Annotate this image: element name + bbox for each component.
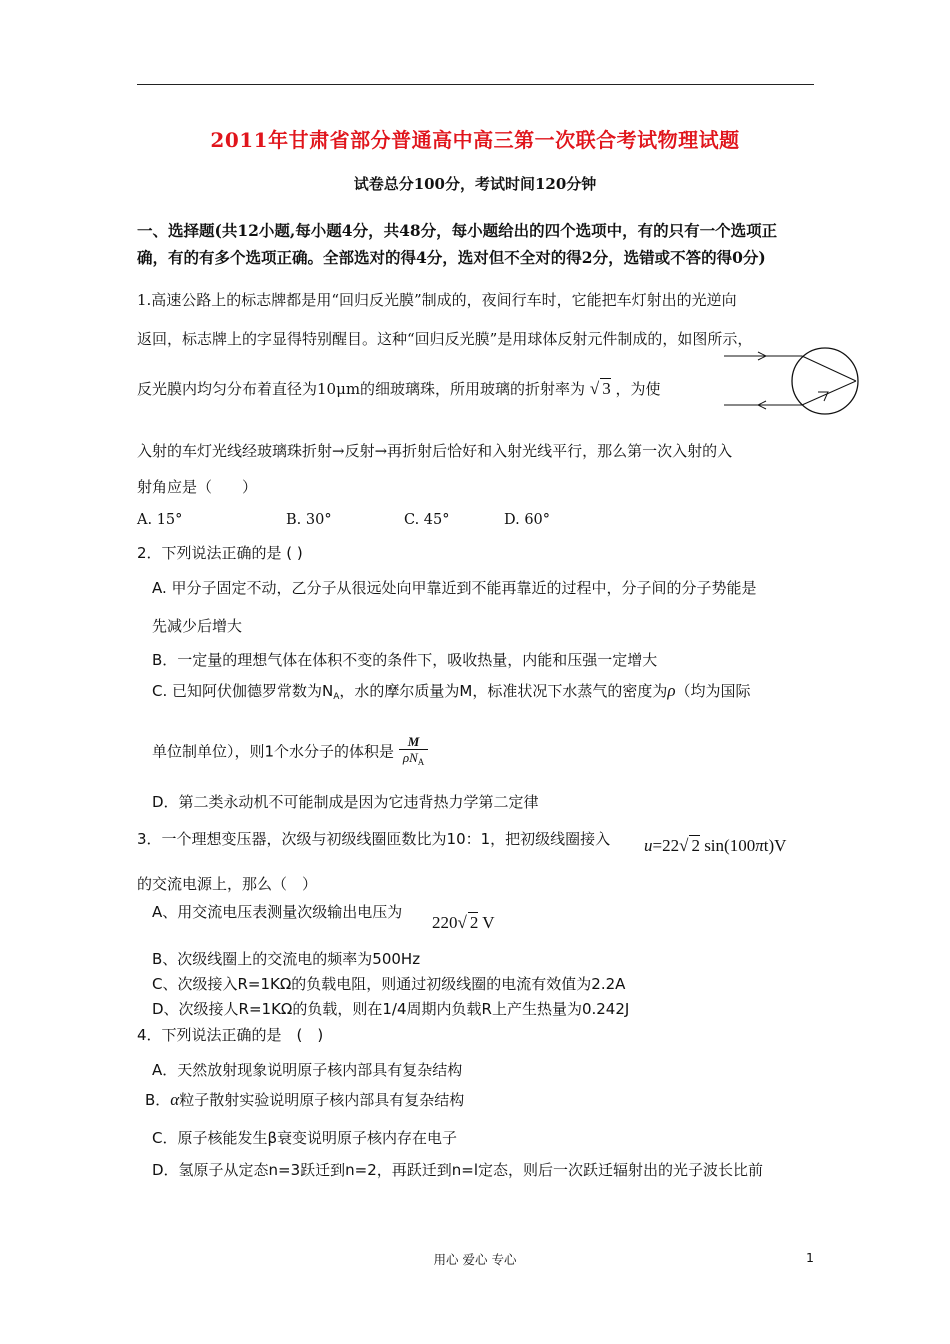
q3-stem-line-1: 3．一个理想变压器，次级与初级线圈匝数比为10：1，把初级线圈接入 (137, 830, 611, 848)
q1-line-1: 1.高速公路上的标志牌都是用“回归反光膜”制成的，夜间行车时，它能把车灯射出的光逆向 (137, 291, 737, 309)
secondary-voltage-radicand: 2 (469, 913, 479, 932)
q1-option-c: C. 45° (404, 512, 450, 528)
glass-bead-diagram (720, 343, 862, 418)
sqrt-radicand: 3 (602, 379, 611, 398)
voltage-symbol: u (644, 836, 653, 855)
glass-bead-circle (792, 348, 858, 414)
q3-stem-line-2: 的交流电源上，那么（ ） (137, 875, 318, 893)
q2-c-text-4: 单位制单位），则1个水分子的体积是 (152, 742, 395, 761)
q1-option-d: D. 60° (504, 512, 551, 528)
page-number: 1 (806, 1250, 814, 1265)
q3-option-b: B、次级线圈上的交流电的频率为500Hz (152, 950, 421, 968)
fraction-denominator (399, 750, 428, 770)
q3-option-c: C、次级接入R=1KΩ的负载电阻，则通过初级线圈的电流有效值为2.2A (152, 975, 626, 993)
q4-b-label: B． (145, 1091, 171, 1109)
exam-title: 2011年甘肃省部分普通高中高三第一次联合考试物理试题 (210, 128, 740, 152)
q3-option-d: D、次级接人R=1KΩ的负载，则在1/4周期内负载R上产生热量为0.242J (152, 1000, 630, 1018)
q2-c-text-1: C. 已知阿伏伽德罗常数为N (152, 682, 334, 700)
q2-option-b: B．一定量的理想气体在体积不变的条件下，吸收热量，内能和压强一定增大 (152, 651, 658, 669)
q1-line-3-end: ，为使 (615, 380, 661, 398)
exam-subtitle: 试卷总分100分，考试时间120分钟 (353, 175, 597, 193)
q4-option-b (145, 1089, 464, 1110)
fraction-numerator: M (399, 734, 428, 750)
molecule-volume-fraction (399, 734, 428, 770)
q1-line-2: 返回，标志牌上的字显得特别醒目。这种“回归反光膜”是用球体反射元件制成的，如图所示， (137, 330, 753, 348)
voltage-radicand: 2 (691, 836, 700, 855)
pi-symbol: π (755, 836, 764, 855)
q1-line-3-text: 反光膜内均匀分布着直径为10μm的细玻璃珠，所用玻璃的折射率为 (137, 380, 586, 398)
refracted-ray (802, 356, 856, 381)
q2-option-a-line-1: A. 甲分子固定不动，乙分子从很远处向甲靠近到不能再靠近的过程中，分子间的分子势能是 (152, 579, 757, 597)
q4-stem: 4．下列说法正确的是 ( ) (137, 1026, 324, 1044)
q1-line-5: 射角应是（ ） (137, 478, 258, 496)
q2-option-a-line-2: 先减少后增大 (152, 617, 243, 635)
section-1-heading-line-1: 一、选择题(共12小题,每小题4分，共48分，每小题给出的四个选项中，有的只有一个选项正 (137, 221, 778, 240)
fraction-denominator-subscript: A (417, 757, 425, 767)
q1-line-4: 入射的车灯光线经玻璃珠折射→反射→再折射后恰好和入射光线平行，那么第一次入射的入 (137, 442, 733, 460)
q2-c-text-2: ，水的摩尔质量为M，标准状况下水蒸气的密度为 (339, 682, 668, 700)
secondary-voltage-unit: V (478, 913, 495, 932)
q2-option-c-line-2 (152, 734, 428, 770)
q2-option-c-line-1 (152, 680, 751, 702)
voltage-unit: t)V (763, 836, 787, 855)
sine-text: sin(100 (699, 836, 756, 855)
footer-motto: 用心 爱心 专心 (433, 1252, 517, 1267)
header-rule (137, 84, 814, 85)
q2-stem: 2．下列说法正确的是 ( ) (137, 544, 303, 562)
q2-c-text-3: （均为国际 (675, 682, 751, 700)
q3-option-a: A、用交流电压表测量次级输出电压为 (152, 903, 403, 921)
q4-b-text: 粒子散射实验说明原子核内部具有复杂结构 (179, 1091, 465, 1109)
sqrt-3-formula: √ 3 (589, 379, 611, 398)
q4-option-c: C．原子核能发生β衰变说明原子核内存在电子 (152, 1129, 458, 1147)
fraction-denominator-text: ρN (402, 750, 418, 765)
secondary-voltage-coefficient: 220 (432, 913, 458, 932)
secondary-voltage-formula: 220√ 2 V (432, 913, 495, 932)
section-1-heading-line-2: 确，有的有多个选项正确。全部选对的得4分，选对但不全对的得2分，选错或不答的得0分) (137, 248, 766, 267)
avogadro-subscript: A (333, 692, 340, 702)
rho-symbol: ρ (667, 681, 676, 700)
alpha-symbol: α (170, 1090, 180, 1109)
q4-option-d: D．氢原子从定态n=3跃迁到n=2，再跃迁到n=l定态，则后一次跃迁辐射出的光子波长比前 (152, 1161, 764, 1179)
voltage-formula: u=22√ 2 sin(100πt)V (644, 836, 787, 855)
reflected-ray (802, 381, 856, 405)
internal-arrow (818, 392, 828, 401)
q1-option-a: A. 15° (137, 512, 183, 528)
voltage-amplitude: =22 (652, 836, 680, 855)
q1-option-b: B. 30° (286, 512, 332, 528)
q1-line-3 (137, 378, 660, 399)
q4-option-a: A．天然放射现象说明原子核内部具有复杂结构 (152, 1061, 463, 1079)
q2-option-d: D．第二类永动机不可能制成是因为它违背热力学第二定律 (152, 793, 539, 811)
